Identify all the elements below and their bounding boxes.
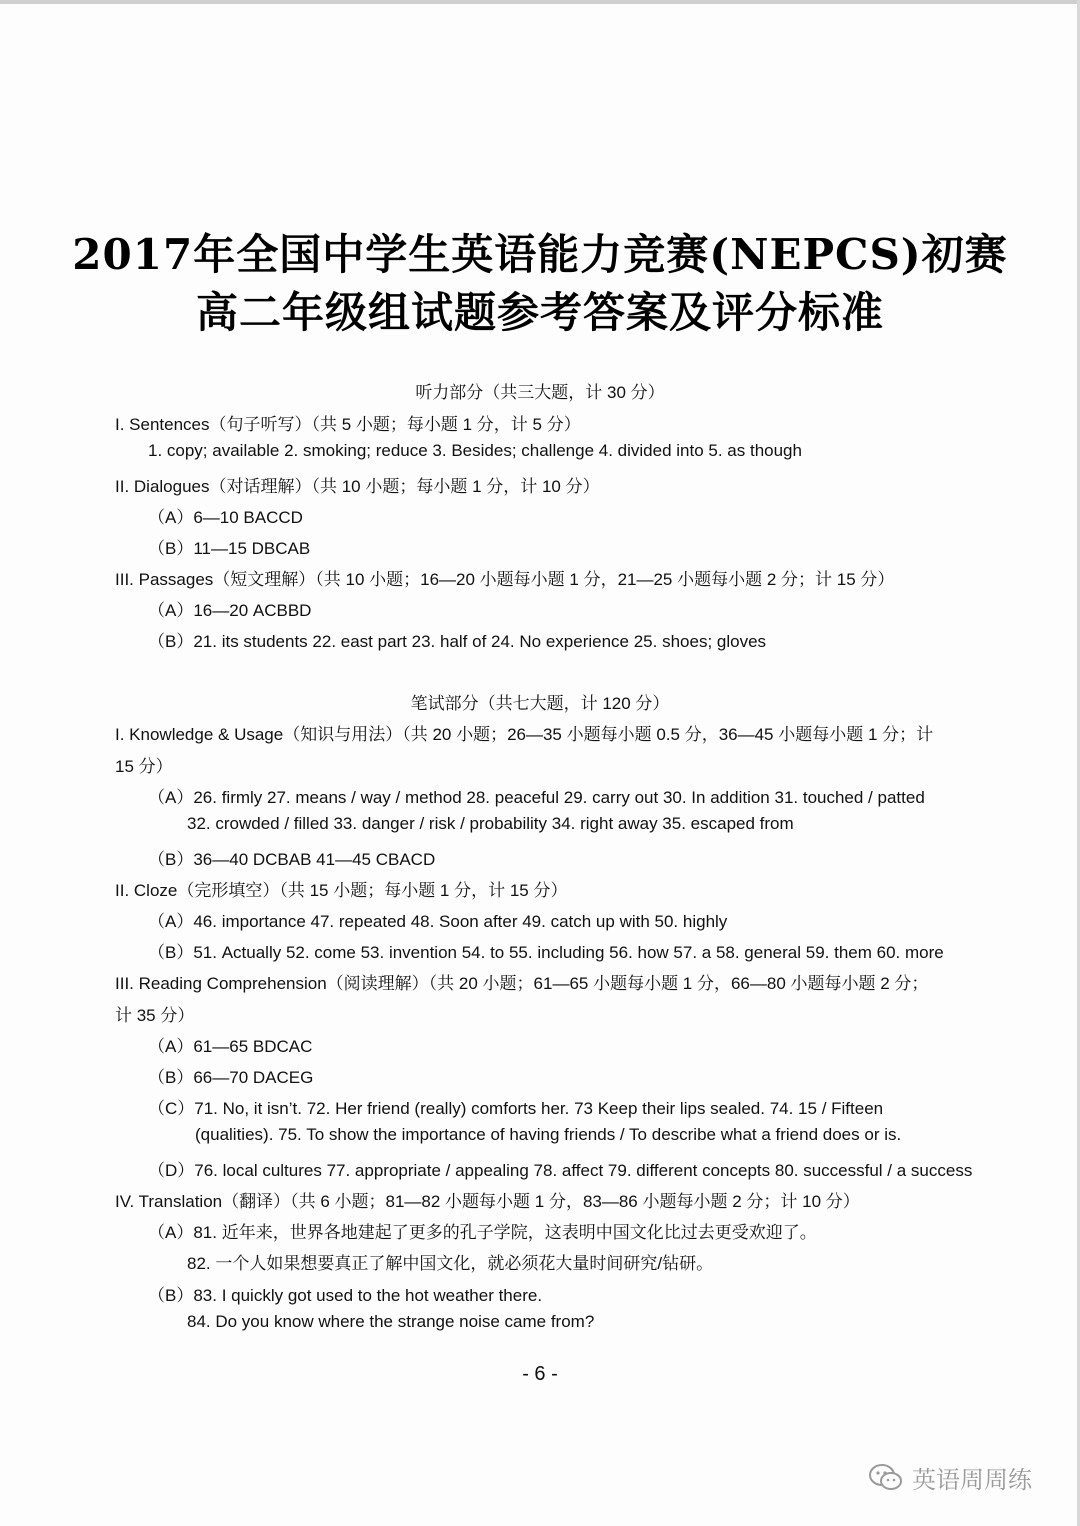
passages-a: （A）16—20 ACBBD: [148, 601, 312, 620]
scan-top-edge: [0, 0, 1080, 4]
knowledge-a-cont: 32. crowded / filled 33. danger / risk / probability 34. right away 35. escaped from: [187, 814, 794, 833]
dialogues-b: （B）11—15 DBCAB: [148, 539, 311, 558]
watermark: [868, 1460, 1032, 1495]
dialogues-title: II. Dialogues（对话理解）（共 10 小题；每小题 1 分，计 10 分）: [115, 477, 600, 496]
translation-a-cont: 82. 一个人如果想要真正了解中国文化，就必须花大量时间研究/钻研。: [187, 1254, 714, 1273]
reading-title: III. Reading Comprehension（阅读理解）（共 20 小题；61—65 小题每小题 1 分，66—80 小题每小题 2 分；: [115, 974, 929, 993]
reading-title-cont: 计 35 分）: [115, 1006, 195, 1025]
passages-b: （B）21. its students 22. east part 23. half of 24. No experience 25. shoes; gloves: [148, 632, 767, 651]
reading-b: （B）66—70 DACEG: [148, 1068, 314, 1087]
translation-a: （A）81. 近年来，世界各地建起了更多的孔子学院，这表明中国文化比过去更受欢迎了。: [148, 1223, 817, 1242]
knowledge-a: （A）26. firmly 27. means / way / method 28. peaceful 29. carry out 30. In addition 31. touched / patted: [148, 788, 925, 807]
translation-b-cont: 84. Do you know where the strange noise came from?: [187, 1312, 595, 1331]
translation-b: （B）83. I quickly got used to the hot weather there.: [148, 1286, 543, 1305]
cloze-b: （B）51. Actually 52. come 53. invention 54. to 55. including 56. how 57. a 58. general 59. them 60. more: [148, 943, 944, 962]
cloze-a: （A）46. importance 47. repeated 48. Soon after 49. catch up with 50. highly: [148, 912, 728, 931]
sentences-title: I. Sentences（句子听写）（共 5 小题；每小题 1 分，计 5 分）: [115, 415, 581, 434]
title-line-2: 高二年级组试题参考答案及评分标准: [195, 288, 884, 337]
reading-c: （C）71. No, it isn’t. 72. Her friend (really) comforts her. 73 Keep their lips sealed. 74. 15 / Fifteen: [148, 1099, 884, 1118]
passages-title: III. Passages（短文理解）（共 10 小题；16—20 小题每小题 1 分，21—25 小题每小题 2 分；计 15 分）: [115, 570, 895, 589]
translation-title: IV. Translation（翻译）（共 6 小题；81—82 小题每小题 1 分，83—86 小题每小题 2 分；计 10 分）: [115, 1192, 860, 1211]
sentences-answers: 1. copy; available 2. smoking; reduce 3. Besides; challenge 4. divided into 5. as though: [148, 441, 802, 460]
reading-d: （D）76. local cultures 77. appropriate / appealing 78. affect 79. different concepts 80. successful / a success: [148, 1161, 973, 1180]
title-line-1: 2017年全国中学生英语能力竞赛(NEPCS)初赛: [72, 230, 1008, 279]
knowledge-b: （B）36—40 DCBAB 41—45 CBACD: [148, 850, 436, 869]
watermark-text: 英语周周练: [912, 1466, 1032, 1494]
dialogues-a: （A）6—10 BACCD: [148, 508, 303, 527]
reading-c-cont: (qualities). 75. To show the importance of having friends / To describe what a friend does or is.: [195, 1125, 902, 1144]
reading-a: （A）61—65 BDCAC: [148, 1037, 313, 1056]
cloze-title: II. Cloze（完形填空）（共 15 小题；每小题 1 分，计 15 分）: [115, 881, 568, 900]
written-heading: 笔试部分（共七大题，计 120 分）: [410, 694, 670, 713]
page-number: - 6 -: [522, 1363, 558, 1385]
wechat-icon: [868, 1463, 904, 1493]
knowledge-title: I. Knowledge & Usage（知识与用法）（共 20 小题；26—35 小题每小题 0.5 分，36—45 小题每小题 1 分；计: [115, 725, 934, 744]
listening-heading: 听力部分（共三大题，计 30 分）: [415, 383, 665, 402]
knowledge-title-cont: 15 分）: [115, 757, 173, 776]
